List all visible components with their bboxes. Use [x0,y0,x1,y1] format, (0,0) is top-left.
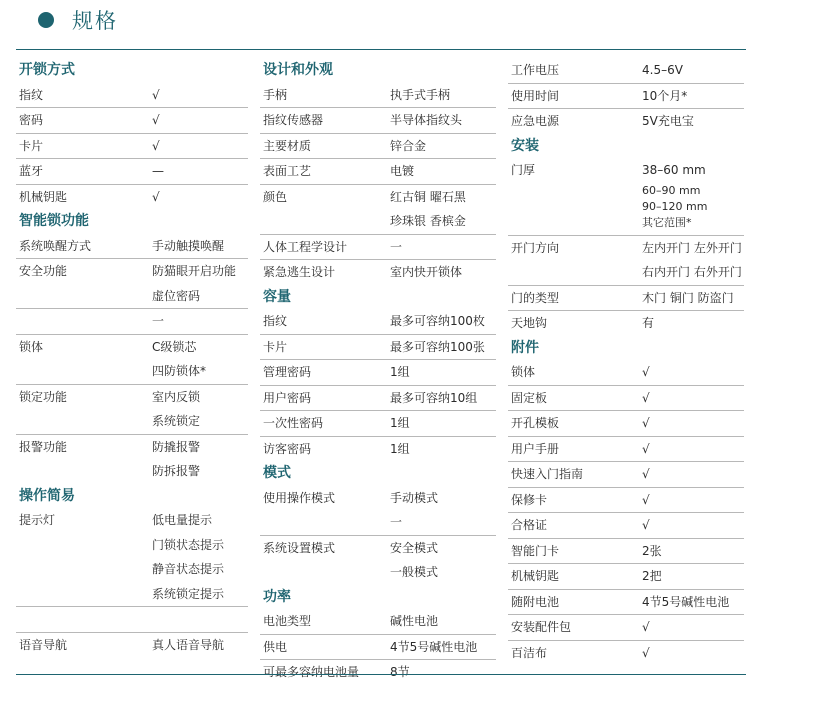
spec-line [260,560,496,585]
spec-value: 室内反锁 [152,389,201,404]
spec-label: 天地钩 [511,316,548,330]
spec-value: √ [642,620,650,634]
spec-row [260,660,496,685]
spec-line [16,108,248,133]
spec-label: 智能门卡 [511,543,560,558]
spec-label: 锁体 [19,339,44,354]
spec-line [260,83,496,108]
page-header [38,0,118,40]
spec-value: 珍珠银 香槟金 [390,214,466,228]
spec-line [508,311,744,336]
spec-label: 指纹 [19,87,44,102]
spec-line [260,335,496,360]
section-heading: 开锁方式 [19,62,75,78]
spec-row [260,609,496,635]
spec-value: 2把 [642,569,662,583]
spec-value: 4节5号碱性电池 [390,639,478,654]
spec-label: 用户密码 [263,390,312,405]
spec-value: 2张 [642,543,662,558]
spec-label: 随附电池 [511,594,560,609]
spec-label: 开门方向 [511,240,560,255]
spec-label: 密码 [19,113,44,127]
spec-label: 指纹传感器 [263,113,324,127]
spec-label: 安装配件包 [511,620,572,634]
spec-line [260,510,496,535]
spec-label: 人体工程学设计 [263,239,348,254]
spec-row [508,158,744,236]
section-heading: 操作简易 [19,487,75,504]
spec-label: 锁体 [511,365,536,379]
spec-label: 指纹 [263,314,288,328]
section-heading: 设计和外观 [263,62,333,78]
spec-line [260,360,496,385]
spec-line [508,183,744,199]
spec-line [260,209,496,234]
spec-line [260,260,496,285]
spec-row [508,58,744,84]
spec-label: 机械钥匙 [19,189,68,204]
section-heading: 容量 [263,288,291,305]
spec-label: 工作电压 [511,63,560,77]
spec-line [508,260,744,285]
spec-value: 最多可容纳100张 [390,339,485,354]
spec-value: 其它范围* [642,215,692,229]
spec-value: √ [152,138,160,153]
spec-row [260,386,496,412]
spec-row [508,641,744,666]
spec-value: 1组 [390,416,410,430]
spec-label: 机械钥匙 [511,569,560,583]
spec-row [508,462,744,488]
spec-label: 应急电源 [511,114,560,128]
spec-label: 卡片 [19,138,44,153]
spec-row [16,607,248,633]
spec-row [508,109,744,134]
spec-line [16,359,248,384]
spec-value: √ [642,467,650,481]
spec-row [16,259,248,309]
spec-row [508,386,744,412]
section-heading: 安装 [511,137,539,154]
spec-column-3 [508,58,744,665]
spec-value: √ [642,416,650,430]
spec-label: 使用操作模式 [263,490,336,505]
spec-label: 颜色 [263,189,288,204]
spec-row [16,435,248,484]
spec-row [260,83,496,109]
spec-line [16,335,248,360]
spec-row [260,159,496,185]
spec-value: 左内开门 左外开门 [642,240,742,255]
spec-line [260,437,496,462]
spec-label: 合格证 [511,518,548,532]
spec-line [260,609,496,634]
spec-value: 防撬报警 [152,439,201,454]
spec-row [16,234,248,260]
spec-line [260,185,496,210]
spec-label: 供电 [263,639,288,654]
spec-line [16,508,248,533]
top-divider [16,49,746,50]
spec-label: 手柄 [263,87,288,102]
spec-line [260,536,496,561]
spec-row [508,539,744,565]
spec-value: C级锁芯 [152,339,197,354]
spec-line [16,159,248,184]
spec-row [508,437,744,463]
spec-value: √ [642,365,650,379]
spec-label: 保修卡 [511,492,548,507]
spec-row [508,360,744,386]
spec-line [260,159,496,184]
spec-row [16,108,248,134]
spec-line [260,235,496,260]
spec-line [508,488,744,513]
spec-line [260,386,496,411]
spec-row [260,134,496,160]
spec-line [508,411,744,436]
spec-label: 访客密码 [263,441,312,456]
spec-row [260,536,496,585]
spec-row [16,185,248,210]
spec-value: 碱性电池 [390,614,439,628]
spec-value: 安全模式 [390,540,439,555]
spec-line [16,557,248,582]
spec-line [508,564,744,589]
spec-row [16,633,248,658]
spec-row [16,309,248,335]
spec-value: 虚位密码 [152,288,201,303]
spec-line [508,615,744,640]
spec-line [16,284,248,309]
spec-value: √ [642,492,650,507]
spec-value: — [152,164,164,178]
spec-line [508,58,744,83]
spec-row [16,134,248,160]
bottom-divider [16,674,746,675]
spec-line [508,360,744,385]
spec-value: 5V充电宝 [642,114,694,128]
spec-row [16,335,248,385]
spec-value: 一 [390,239,403,254]
spec-row [260,437,496,462]
spec-line [508,513,744,538]
section-heading: 附件 [511,339,539,356]
spec-line [16,582,248,607]
spec-row [260,309,496,335]
spec-line [16,234,248,259]
spec-value: 最多可容纳100枚 [390,314,485,328]
spec-label: 报警功能 [19,439,68,454]
spec-label: 系统设置模式 [263,540,336,555]
spec-value: 低电量提示 [152,513,213,527]
spec-value: 1组 [390,441,410,456]
spec-label: 紧急逃生设计 [263,265,336,279]
spec-label: 可最多容纳电池量 [263,665,360,679]
spec-line [508,386,744,411]
spec-value: 半导体指纹头 [390,113,463,127]
spec-row [260,235,496,261]
spec-value: 系统锁定 [152,414,201,428]
spec-label: 提示灯 [19,513,56,527]
spec-line [508,641,744,666]
spec-row [260,486,496,536]
spec-line [508,590,744,615]
spec-value: 1组 [390,365,410,379]
spec-value: 一 [152,314,165,328]
spec-row [508,311,744,336]
spec-row [508,615,744,641]
spec-row [260,108,496,134]
section-heading: 功率 [263,588,291,605]
spec-value: 10个月* [642,88,688,103]
spec-row [508,286,744,312]
spec-label: 锁定功能 [19,389,68,404]
spec-line [260,635,496,660]
spec-label: 卡片 [263,339,288,354]
spec-value: 有 [642,316,655,330]
spec-column-1 [16,58,248,657]
spec-line [16,259,248,284]
spec-value: 木门 铜门 防盗门 [642,290,734,305]
spec-row [16,508,248,607]
spec-label: 表面工艺 [263,164,312,178]
spec-line [16,607,248,632]
spec-line [508,215,744,235]
spec-value: 8节 [390,665,410,679]
spec-line [16,83,248,108]
spec-row [508,236,744,286]
spec-value: 真人语音导航 [152,637,225,652]
spec-value: √ [642,441,650,456]
spec-value: 一 [390,515,403,529]
spec-row [16,385,248,435]
spec-label: 百洁布 [511,645,548,660]
spec-line [260,108,496,133]
spec-value: 60–90 mm [642,183,701,197]
page-title: 规格 [72,9,118,33]
spec-line [260,486,496,511]
spec-line [508,109,744,134]
spec-line [16,385,248,410]
spec-value: 锌合金 [390,138,427,153]
spec-label: 固定板 [511,390,548,405]
spec-row [260,260,496,285]
spec-column-2 [260,58,496,685]
spec-value: 90–120 mm [642,199,708,213]
spec-line [508,286,744,311]
spec-label: 电池类型 [263,614,312,628]
spec-value: √ [152,87,160,102]
spec-value: 手动模式 [390,490,439,505]
spec-line [508,199,744,215]
spec-value: 四防锁体* [152,364,207,378]
spec-row [508,564,744,590]
spec-row [260,635,496,661]
spec-value: 门锁状态提示 [152,537,225,552]
spec-line [260,134,496,159]
spec-label: 安全功能 [19,264,68,278]
spec-value: 执手式手柄 [390,87,451,102]
spec-line [508,539,744,564]
spec-value: 一般模式 [390,565,439,579]
spec-line [508,437,744,462]
spec-line [508,462,744,487]
spec-line [16,185,248,210]
spec-line [16,435,248,460]
spec-label: 门的类型 [511,290,560,305]
spec-label: 使用时间 [511,88,560,103]
spec-value: 手动触摸唤醒 [152,238,225,253]
spec-value: √ [152,189,160,204]
spec-line [260,309,496,334]
spec-value: √ [642,518,650,532]
spec-value: 4节5号碱性电池 [642,594,730,609]
spec-line [508,158,744,183]
bullet-dot-icon [38,12,54,28]
spec-row [508,513,744,539]
spec-line [508,236,744,261]
spec-label: 主要材质 [263,138,312,153]
spec-value: 右内开门 右外开门 [642,265,742,279]
spec-line [16,409,248,434]
spec-value: 室内快开锁体 [390,265,463,279]
spec-row [508,590,744,616]
spec-label: 蓝牙 [19,164,44,178]
spec-value: 防拆报警 [152,464,201,478]
spec-line [260,660,496,685]
spec-value: √ [642,645,650,660]
spec-line [16,533,248,558]
spec-value: 最多可容纳10组 [390,390,478,405]
spec-row [16,83,248,109]
spec-value: 38–60 mm [642,163,706,177]
spec-row [508,84,744,110]
spec-line [16,459,248,484]
spec-value: 防猫眼开启功能 [152,264,237,278]
spec-row [260,411,496,437]
spec-label: 管理密码 [263,365,312,379]
spec-row [260,335,496,361]
spec-line [16,633,248,658]
spec-label: 门厚 [511,163,536,177]
spec-label: 语音导航 [19,637,68,652]
spec-row [508,488,744,514]
spec-row [260,185,496,235]
section-heading: 智能锁功能 [19,213,89,229]
spec-value: 静音状态提示 [152,562,225,576]
spec-value: 4.5–6V [642,63,683,77]
spec-label: 系统唤醒方式 [19,238,92,253]
spec-value: √ [152,113,160,127]
spec-value: 系统锁定提示 [152,586,225,601]
spec-line [16,309,248,334]
spec-label: 开孔模板 [511,416,560,430]
spec-label: 一次性密码 [263,416,324,430]
spec-value: √ [642,390,650,405]
spec-label: 用户手册 [511,441,560,456]
spec-line [508,84,744,109]
spec-line [260,411,496,436]
spec-value: 红古铜 曜石黑 [390,189,466,204]
spec-line [16,134,248,159]
spec-row [260,360,496,386]
spec-label: 快速入门指南 [511,467,584,481]
spec-row [16,159,248,185]
spec-row [508,411,744,437]
spec-value: 电镀 [390,164,415,178]
section-heading: 模式 [263,465,291,481]
